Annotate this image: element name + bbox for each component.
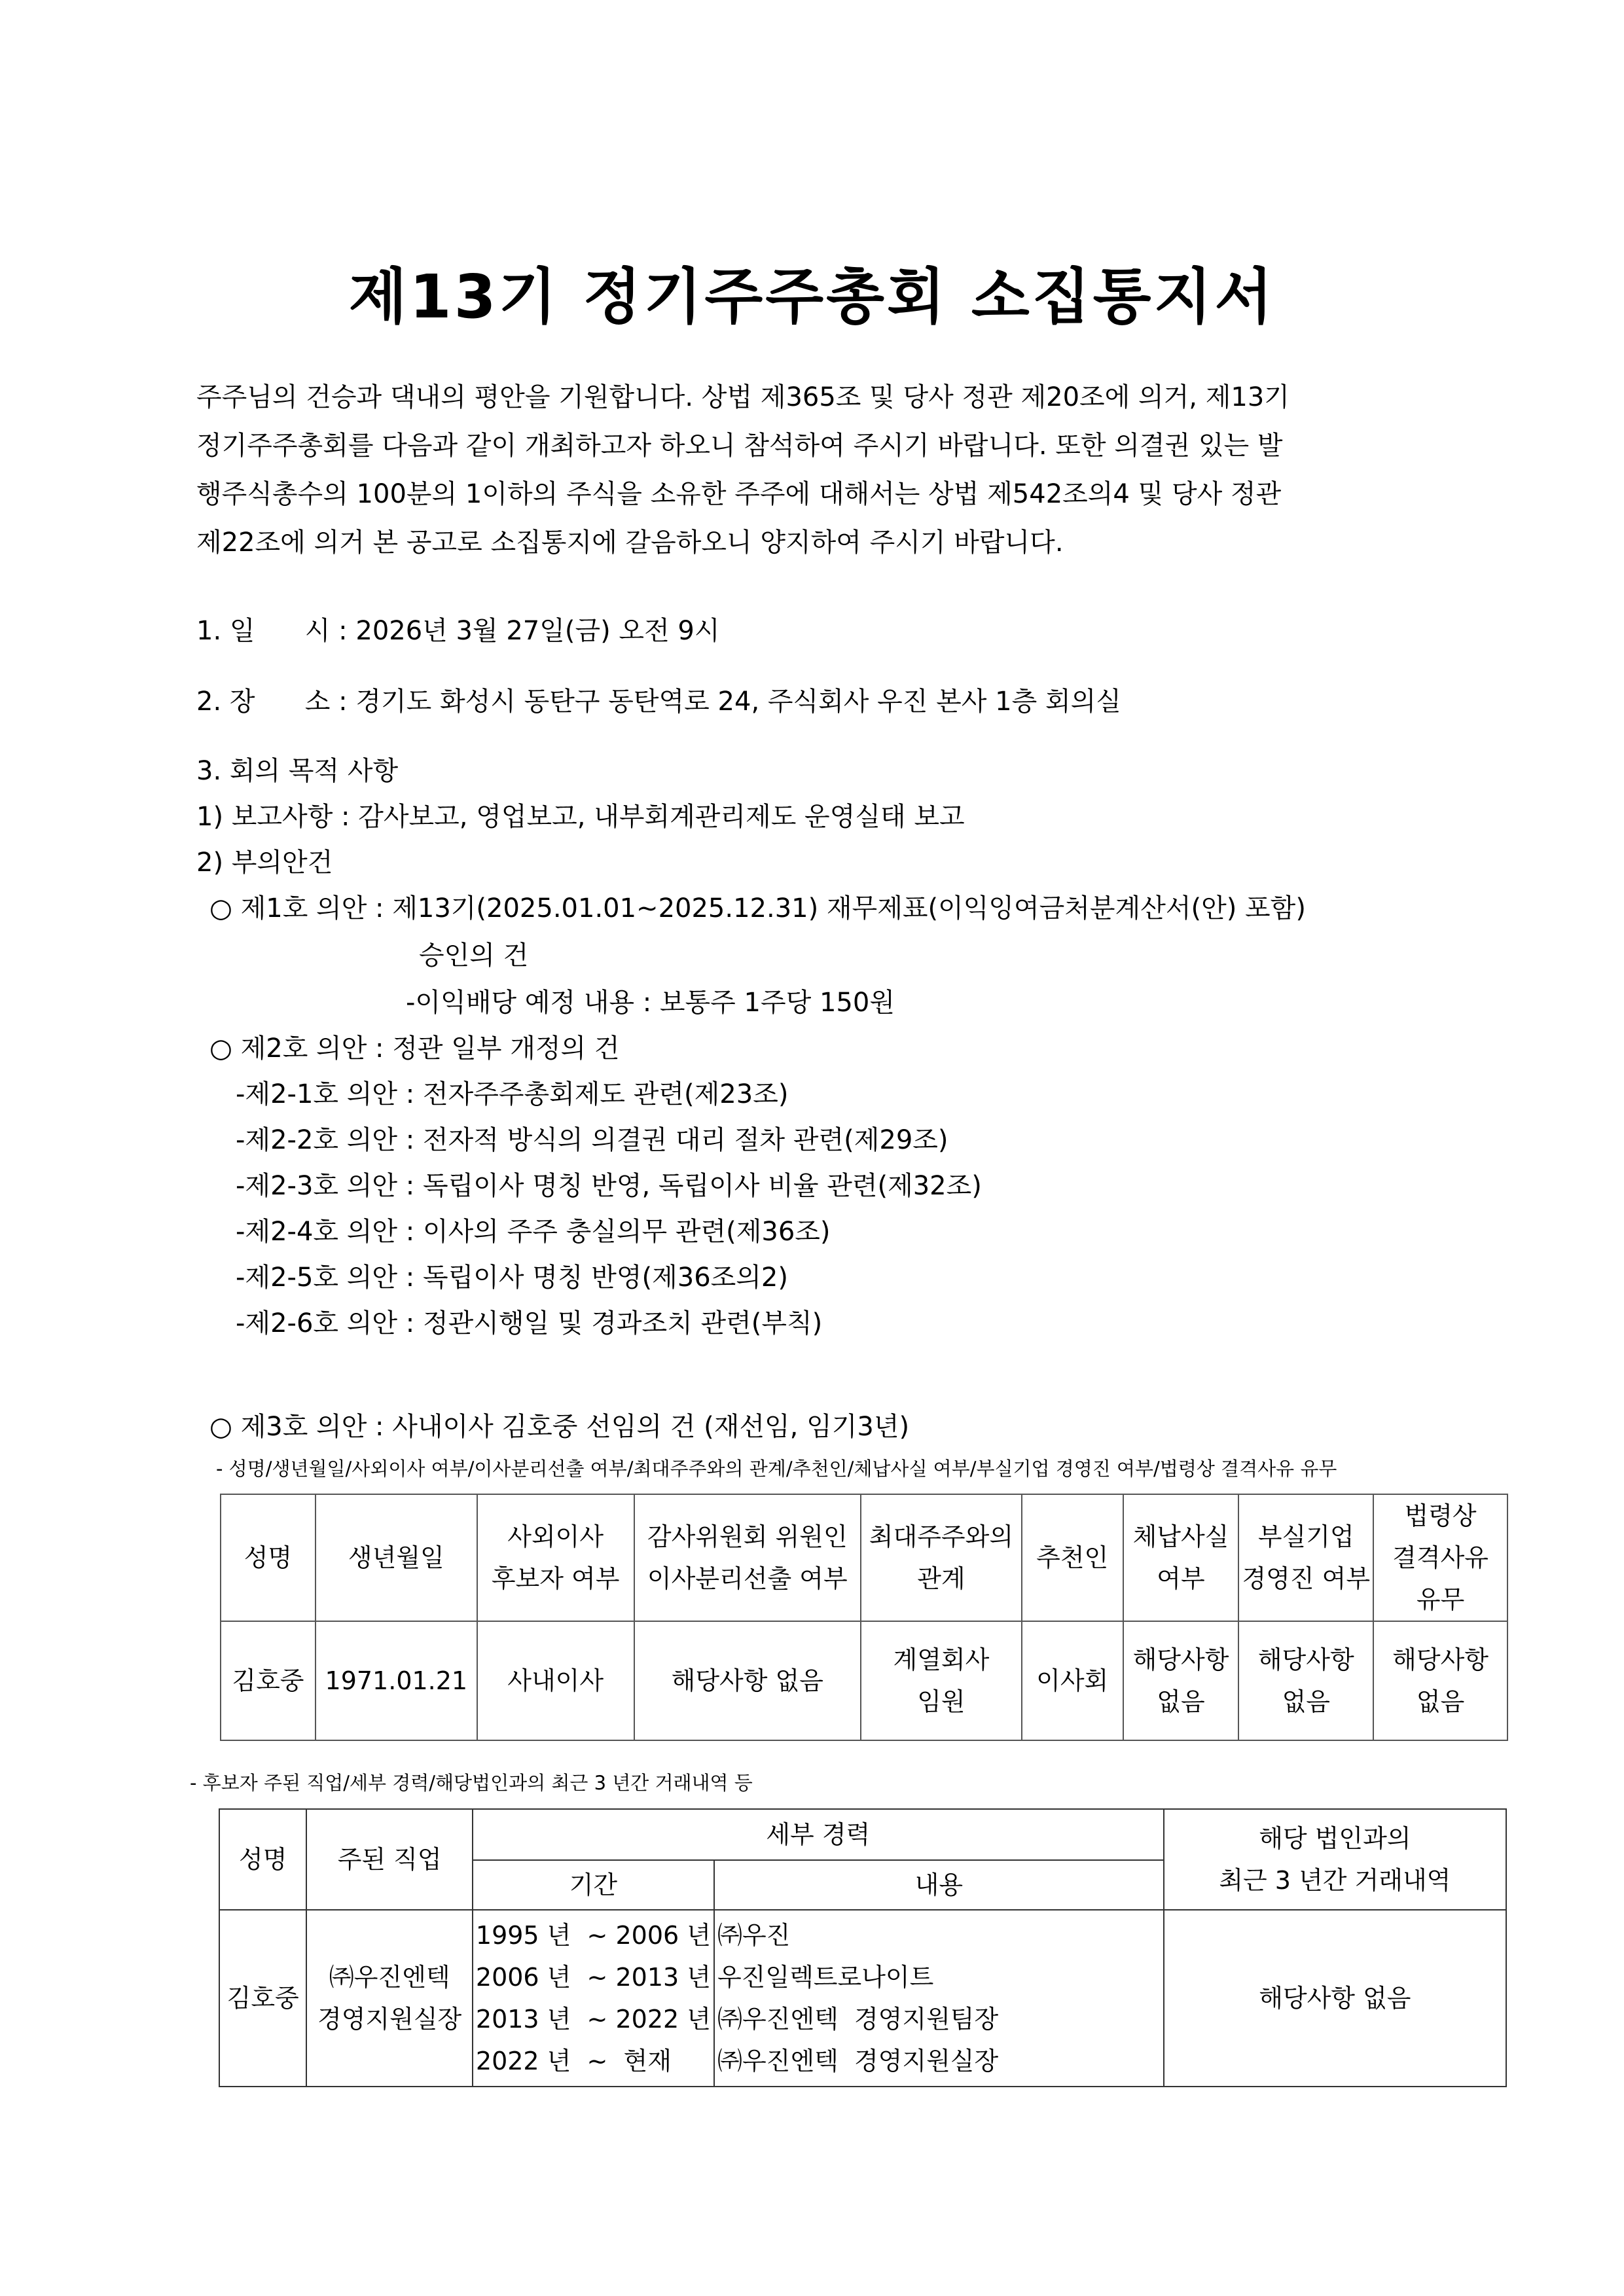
table-row — [221, 1621, 1507, 1740]
cell-disqualification: 해당사항 없음 — [1373, 1621, 1507, 1740]
agenda-subitem: -제2-1호 의안 : 전자주주총회제도 관련(제23조) — [236, 1079, 789, 1109]
table-row — [219, 1910, 1506, 2087]
cell-name: 김호중 — [219, 1910, 306, 2087]
resolution-heading: 2) 부의안건 — [196, 848, 333, 878]
intro-line: 정기주주총회를 다음과 같이 개최하고자 하오니 참석하여 주시기 바랍니다. 또한 의결권 있는 발 — [196, 431, 1283, 461]
cell-audit-committee: 해당사항 없음 — [634, 1621, 861, 1740]
datetime-label: 1. 일 시 — [196, 616, 331, 646]
header-cell: 부실기업 경영진 여부 — [1238, 1494, 1373, 1621]
header-cell: 성명 — [221, 1494, 316, 1621]
header-job: 주된 직업 — [306, 1809, 472, 1910]
datetime-value: : 2026년 3월 27일(금) 오전 9시 — [338, 616, 720, 646]
meeting-place — [196, 681, 1121, 718]
intro-line: 주주님의 건승과 댁내의 평안을 기원합니다. 상법 제365조 및 당사 정관 제20조에 의거, 제13기 — [196, 382, 1290, 412]
intro-line: 제22조에 의거 본 공고로 소집통지에 갈음하오니 양지하여 주시기 바랍니다. — [196, 528, 1064, 558]
page-title: 제13기 정기주주총회 소집통지서 — [348, 262, 1276, 332]
dividend-info: -이익배당 예정 내용 : 보통주 1주당 150원 — [406, 988, 895, 1018]
table2-note: - 후보자 주된 직업/세부 경력/해당법인과의 최근 3 년간 거래내역 등 — [190, 1772, 753, 1794]
agenda-item-1: ○ 제1호 의안 : 제13기(2025.01.01~2025.12.31) 재무제표(이익잉여금처분계산서(안) 포함) — [209, 893, 1306, 924]
agenda-item-1-cont: 승인의 건 — [419, 941, 529, 971]
cell-birthdate: 1971.01.21 — [316, 1621, 477, 1740]
table1-note: - 성명/생년월일/사외이사 여부/이사분리선출 여부/최대주주와의 관계/추천인/체납사실 여부/부실기업 경영진 여부/법령상 결격사유 유무 — [216, 1458, 1337, 1480]
table-header-row — [221, 1494, 1507, 1621]
intro-line: 행주식총수의 100분의 1이하의 주식을 소유한 주주에 대해서는 상법 제542조의4 및 당사 정관 — [196, 479, 1282, 509]
header-cell: 사외이사 후보자 여부 — [477, 1494, 634, 1621]
meeting-datetime — [196, 610, 720, 647]
cell-periods: 1995 년 ~ 2006 년 2006 년 ~ 2013 년 2013 년 ~ 2022 년 2022 년 ~ 현재 — [473, 1910, 714, 2087]
header-period: 기간 — [473, 1860, 714, 1910]
header-career: 세부 경력 — [473, 1809, 1164, 1860]
agenda-heading: 3. 회의 목적 사항 — [196, 756, 399, 786]
agenda-subitem: -제2-6호 의안 : 정관시행일 및 경과조치 관련(부칙) — [236, 1308, 823, 1338]
cell-name: 김호중 — [221, 1621, 316, 1740]
header-cell: 최대주주와의 관계 — [861, 1494, 1022, 1621]
header-cell: 생년월일 — [316, 1494, 477, 1621]
place-label: 2. 장 소 — [196, 687, 331, 717]
cell-outside-director: 사내이사 — [477, 1621, 634, 1740]
header-name: 성명 — [219, 1809, 306, 1910]
cell-job: ㈜우진엔텍 경영지원실장 — [306, 1910, 472, 2087]
header-cell: 법령상 결격사유 유무 — [1373, 1494, 1507, 1621]
career-table — [219, 1808, 1507, 2087]
agenda-subitem: -제2-4호 의안 : 이사의 주주 충실의무 관련(제36조) — [236, 1217, 831, 1247]
cell-recommender: 이사회 — [1022, 1621, 1123, 1740]
agenda-item-3: ○ 제3호 의안 : 사내이사 김호중 선임의 건 (재선임, 임기3년) — [209, 1412, 910, 1442]
intro-paragraph — [196, 373, 1440, 567]
place-value: : 경기도 화성시 동탄구 동탄역로 24, 주식회사 우진 본사 1층 회의실 — [338, 687, 1121, 717]
cell-relation: 계열회사 임원 — [861, 1621, 1022, 1740]
agenda-subitem: -제2-2호 의안 : 전자적 방식의 의결권 대리 절차 관련(제29조) — [236, 1125, 948, 1155]
header-trade: 해당 법인과의 최근 3 년간 거래내역 — [1164, 1809, 1506, 1910]
cell-tax-delinquency: 해당사항 없음 — [1123, 1621, 1239, 1740]
report-items: 1) 보고사항 : 감사보고, 영업보고, 내부회계관리제도 운영실태 보고 — [196, 802, 965, 832]
header-content: 내용 — [714, 1860, 1164, 1910]
cell-trade: 해당사항 없음 — [1164, 1910, 1506, 2087]
table-header-row — [219, 1809, 1506, 1860]
cell-insolvent-exec: 해당사항 없음 — [1238, 1621, 1373, 1740]
cell-contents: ㈜우진 우진일렉트로나이트 ㈜우진엔텍 경영지원팀장 ㈜우진엔텍 경영지원실장 — [714, 1910, 1164, 2087]
header-cell: 체납사실 여부 — [1123, 1494, 1239, 1621]
agenda-subitem: -제2-3호 의안 : 독립이사 명칭 반영, 독립이사 비율 관련(제32조) — [236, 1171, 982, 1201]
candidate-info-table — [220, 1494, 1508, 1741]
header-cell: 추천인 — [1022, 1494, 1123, 1621]
agenda-subitem: -제2-5호 의안 : 독립이사 명칭 반영(제36조의2) — [236, 1263, 788, 1293]
agenda-item-2: ○ 제2호 의안 : 정관 일부 개정의 건 — [209, 1033, 620, 1064]
header-cell: 감사위원회 위원인 이사분리선출 여부 — [634, 1494, 861, 1621]
